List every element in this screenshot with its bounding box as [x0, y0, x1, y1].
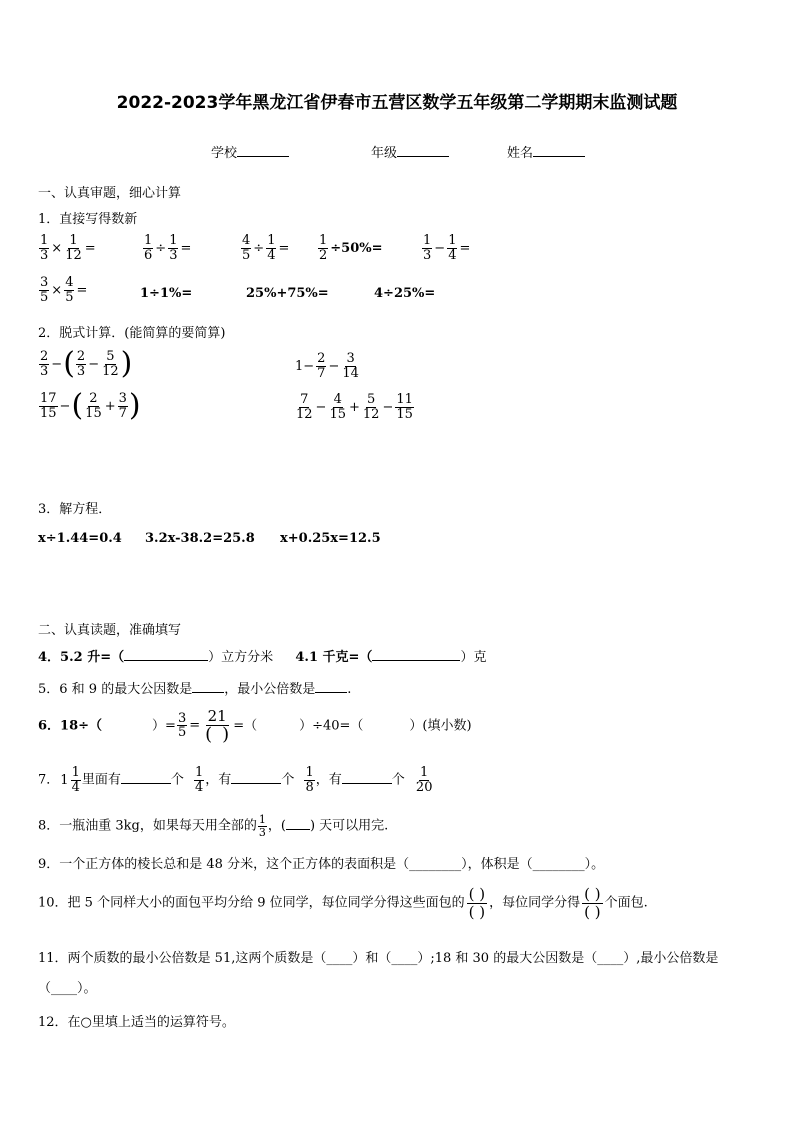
q3-eq-1: x÷1.44=0.4	[38, 531, 122, 546]
q10: 10．把 5 个同样大小的面包平均分给 9 位同学，每位同学分得这些面包的 ( ) ( ) ，每位同学分得 ( ) ( ) 个面包.	[38, 885, 648, 921]
q1-expr-8: 25%+75%=	[246, 286, 329, 301]
q2-expr-3: $\frac{17}{15}$ −( $\frac{2}{15}$ + $\frac{3}{7}$ )	[40, 388, 141, 423]
q1-expr-6: $\frac{3}{5}$ × $\frac{4}{5}$ =	[40, 275, 88, 305]
q11-line1: 11．两个质数的最小公倍数是 51,这两个质数是（____）和（____）;18 和 30 的最大公因数是（____）,最小公倍数是	[38, 951, 719, 966]
q2-label: 2．脱式计算．(能简算的要简算)	[38, 326, 226, 341]
q1-label: 1．直接写得数新	[38, 212, 138, 227]
q2-expr-2: 1− $\frac{2}{7}$ − $\frac{3}{14}$	[295, 351, 359, 381]
q1-expr-5: $\frac{1}{3}$ − $\frac{1}{4}$ =	[423, 233, 471, 263]
q1-expr-1: $\frac{1}{3}$ × $\frac{1}{12}$ =	[40, 233, 96, 263]
q11-line2: （____）。	[38, 981, 97, 996]
section-1-title: 一、认真审题，细心计算	[38, 186, 182, 201]
q1-expr-3: $\frac{4}{5}$ ÷ $\frac{1}{4}$ =	[242, 233, 290, 263]
q2-expr-1: $\frac{2}{3}$ −( $\frac{2}{3}$ − $\frac{5}{12}$ )	[40, 346, 133, 381]
q1-expr-7: 1÷1%=	[140, 286, 193, 301]
q1-expr-2: $\frac{1}{6}$ ÷ $\frac{1}{3}$ =	[144, 233, 192, 263]
q8: 8．一瓶油重 3kg，如果每天用全部的 $\frac{1}{3}$ ，( ) 天可以用完.	[38, 813, 389, 839]
grade-field: 年级	[371, 142, 449, 161]
q7: 7．1 $\frac{1}{4}$ 里面有 个 $\frac{1}{4}$ ，有 个 $\frac{1}{8}$ ，有 个 $\frac{1}{20}$	[38, 765, 433, 795]
q5: 5．6 和 9 的最大公因数是 ，最小公倍数是 .	[38, 682, 352, 697]
q12: 12．在○里填上适当的运算符号。	[38, 1015, 235, 1030]
q1-expr-9: 4÷25%=	[374, 286, 436, 301]
school-field: 学校	[211, 142, 289, 161]
q6: 6．18÷（ ）= $\frac{3}{5}$ = 21 ( ) =（ ）÷40=（ ）(填小数)	[38, 707, 472, 745]
name-field: 姓名	[507, 142, 585, 161]
q3-label: 3．解方程．	[38, 502, 112, 517]
q1-expr-4: $\frac{1}{2}$ ÷50%=	[319, 233, 383, 263]
q3-eq-3: x+0.25x=12.5	[280, 531, 381, 546]
page-title: 2022-2023学年黑龙江省伊春市五营区数学五年级第二学期期末监测试题	[116, 93, 678, 113]
q2-expr-4: $\frac{7}{12}$ − $\frac{4}{15}$ + $\frac{5}{12}$ − $\frac{11}{15}$	[296, 392, 413, 422]
q4: 4．5.2 升=（ ）立方分米 4.1 千克=（ ）克	[38, 650, 487, 665]
q3-eq-2: 3.2x-38.2=25.8	[145, 531, 255, 546]
q9: 9．一个正方体的棱长总和是 48 分米，这个正方体的表面积是（________），体积是（________）。	[38, 857, 605, 872]
section-2-title: 二、认真读题，准确填写	[38, 623, 182, 638]
